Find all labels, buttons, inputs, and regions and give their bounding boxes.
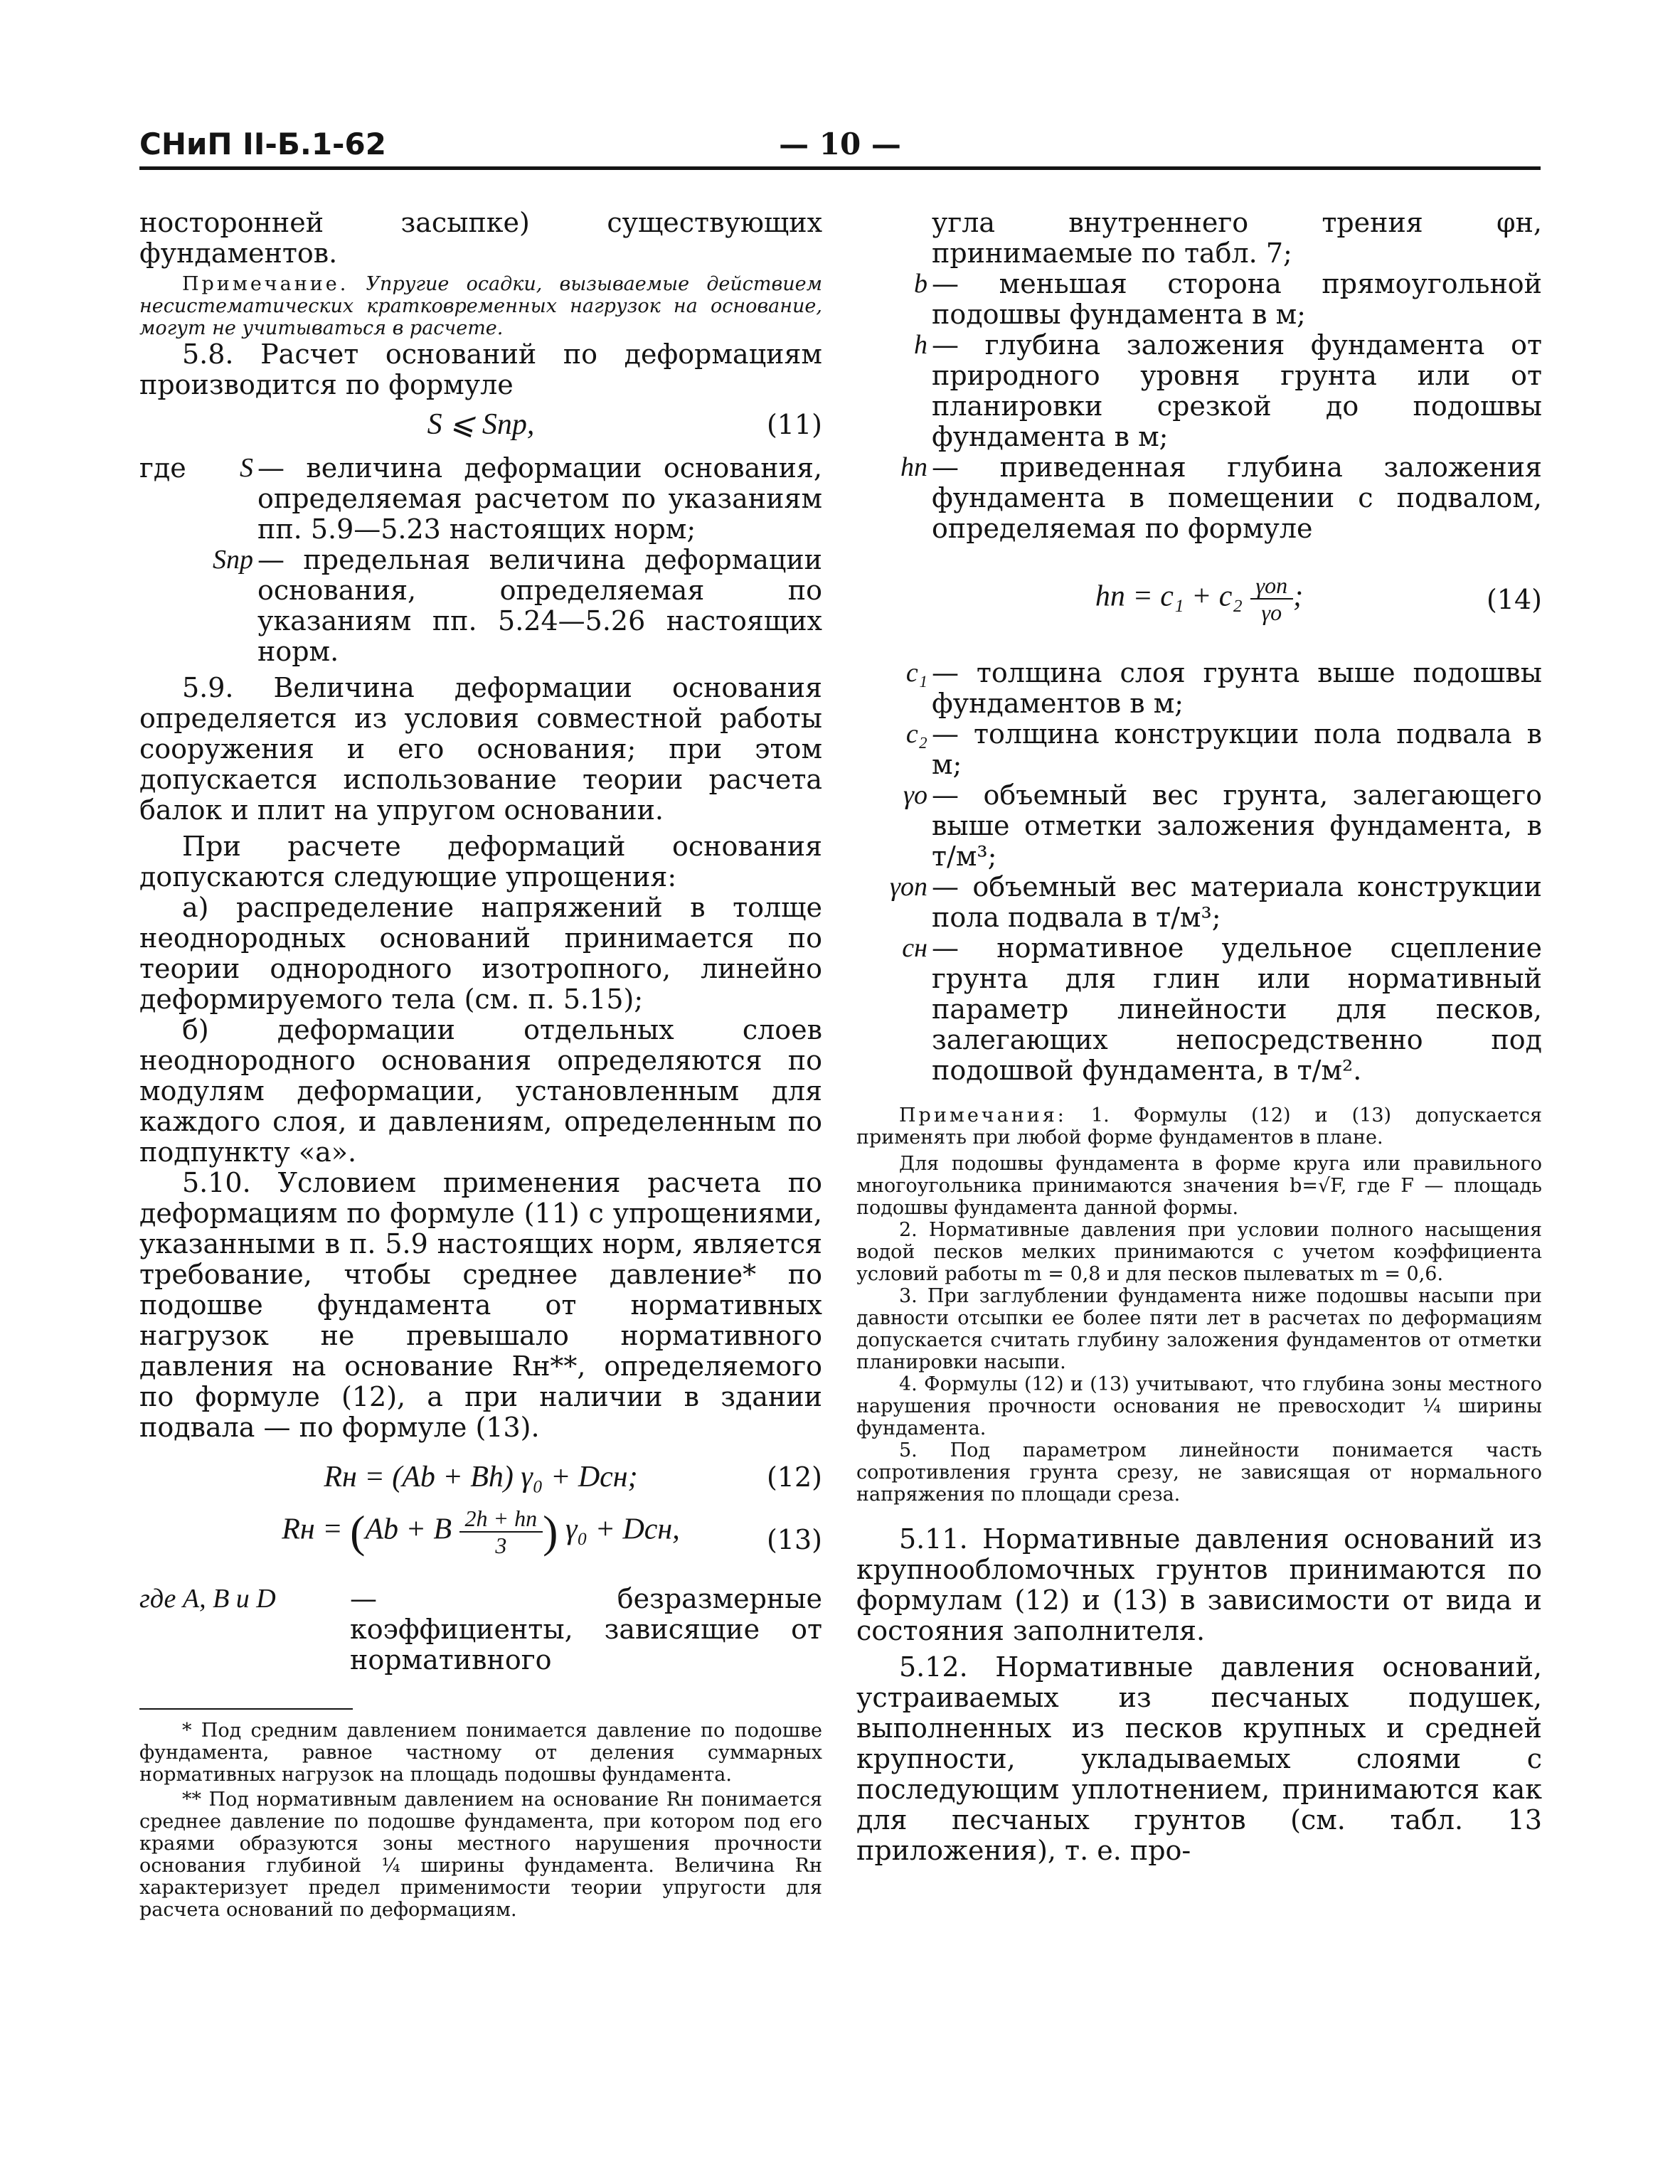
item-b: б) деформации отдельных слоев неоднородного основания определяются по модулям деформации, установленным для каждого слоя, и давлениям, определенным по подпункту «а». — [139, 1014, 822, 1168]
note-5: 5. Под параметром линейности понимается часть сопротивления грунта срезу, не зависящая от нормального напряжения по площади среза. — [856, 1439, 1542, 1506]
formula-13-number: (13) — [766, 1524, 822, 1555]
definition-Snp: — предельная величина деформации основания, определяемая по указаниям пп. 5.24—5.26 настоящих норм. — [257, 544, 822, 667]
fraction-numerator: 2h + hп — [459, 1506, 543, 1533]
footnote-1: * Под средним давлением понимается давление по подошве фундамента, равное частному от деления суммарных нормативных нагрузок на площадь подошвы фундамента. — [139, 1720, 822, 1786]
definition-cn: — нормативное удельное сцепление грунта для глин или нормативный параметр линейности для песков, залегающих непосредственно под подошвой фундамента, в т/м². — [932, 932, 1542, 1086]
symbol-cn: cн — [902, 933, 927, 963]
symbol-Snp: Sпр — [213, 545, 253, 575]
definition-row — [856, 452, 1542, 544]
footnote-rule — [139, 1708, 353, 1710]
right-column — [856, 208, 1542, 1866]
note-label: Примечание. — [182, 273, 349, 295]
formula-13-rhs: γ₀ + Dcн, — [565, 1513, 680, 1546]
definition-row — [856, 872, 1542, 933]
symbol-c1: c₁ — [905, 658, 927, 688]
symbol-ABD: где A, B и D — [139, 1584, 276, 1614]
footnote-2: ** Под нормативным давлением на основание Rн понимается среднее давление по подошве фундамента, при котором под его краями образуются зоны местного нарушения прочности основания глубиной ¼ ширины фундамента. Величина Rн характеризует предел применимости теории упругости для расчета оснований по деформациям. — [139, 1789, 822, 1921]
simplifications-intro: При расчете деформаций основания допускаются следующие упрощения: — [139, 831, 822, 893]
fraction-numerator: γоп — [1250, 572, 1294, 600]
note-4: 4. Формулы (12) и (13) учитывают, что глубина зоны местного нарушения прочности основания не превосходит ¼ ширины фундамента. — [856, 1373, 1542, 1439]
note-3: 3. При заглублении фундамента ниже подошвы насыпи при давности отсыпки ее более пяти лет в расчетах по деформациям допускается считать глубину заложения фундаментов от отметки планировки насыпи. — [856, 1285, 1542, 1373]
symbol-hn: hп — [900, 452, 927, 482]
formula-13-part: Ab + B — [365, 1513, 452, 1546]
note-1b: Для подошвы фундамента в форме круга или правильного многоугольника принимаются значения b=√F, где F — площадь подошвы фундамента данной формы. — [856, 1153, 1542, 1219]
fraction-denominator: 3 — [495, 1533, 507, 1558]
definitions-11 — [139, 453, 822, 667]
paragraph-5-10: 5.10. Условием применения расчета по деформациям по формуле (11) с упрощениями, указанными в п. 5.9 настоящих норм, является требование, чтобы среднее давление* по подошве фундамента от нормативных нагрузок не превышало нормативного давления на основание Rн**, определяемого по формуле (12), а при наличии в здании подвала — по формуле (13). — [139, 1167, 822, 1443]
definitions-14 — [856, 208, 1542, 544]
formula-12-body: Rн = (Ab + Bh) γ₀ + Dcн; — [324, 1461, 638, 1493]
notes-block — [856, 1104, 1542, 1506]
note-2: 2. Нормативные давления при условии полного насыщения водой песков мелких принимаются с учетом коэффициента условий работы m = 0,8 и для песков пылеватых m = 0,6. — [856, 1219, 1542, 1285]
document-code: СНиП II-Б.1-62 — [139, 127, 386, 161]
formula-14 — [856, 572, 1542, 629]
definition-row — [856, 330, 1542, 452]
definition-row — [139, 1584, 822, 1676]
definition-h: — глубина заложения фундамента от природного уровня грунта или от планировки срезкой до подошвы фундамента в м; — [932, 329, 1542, 452]
formula-14-lhs: hп = c₁ + c₂ — [1095, 580, 1243, 613]
formula-11-body: S ⩽ Sпр, — [427, 408, 535, 441]
note-1 — [856, 1104, 1542, 1149]
symbol-h: h — [914, 330, 927, 360]
definition-row — [856, 658, 1542, 719]
paragraph-5-11: 5.11. Нормативные давления оснований из крупнообломочных грунтов принимаются по формулам (12) и (13) в зависимости от вида и состояния заполнителя. — [856, 1523, 1542, 1646]
definition-row — [856, 269, 1542, 330]
symbol-b: b — [914, 269, 927, 299]
definitions-14-vars — [856, 658, 1542, 1086]
note-1-text: 1. Формулы (12) и (13) допускается применять при любой форме фундаментов в плане. — [856, 1104, 1542, 1149]
formula-13 — [139, 1506, 822, 1574]
definition-row — [139, 545, 822, 667]
where-label: где — [139, 452, 186, 484]
definition-ABD: — безразмерные коэффициенты, зависящие от нормативного — [350, 1583, 822, 1676]
definition-c1: — толщина слоя грунта выше подошвы фундаментов в м; — [932, 657, 1542, 719]
fraction-denominator: γо — [1261, 600, 1282, 625]
paragraph-5-8: 5.8. Расчет оснований по деформациям производится по формуле — [139, 339, 822, 400]
formula-12-number: (12) — [766, 1461, 822, 1493]
definition-row — [856, 719, 1542, 780]
definition-b: — меньшая сторона прямоугольной подошвы фундамента в м; — [932, 268, 1542, 330]
fraction — [459, 1506, 543, 1558]
definition-S: — величина деформации основания, определяемая расчетом по указаниям пп. 5.9—5.23 настоящих норм; — [257, 452, 822, 545]
definition-row — [856, 780, 1542, 872]
definition-gamma-op: — объемный вес материала конструкции пола подвала в т/м³; — [932, 871, 1542, 933]
definition-row — [856, 208, 1542, 269]
item-a: а) распределение напряжений в толще неоднородных оснований принимается по теории однородного изотропного, линейно деформируемого тела (см. п. 5.15); — [139, 892, 822, 1015]
definition-c2: — толщина конструкции пола подвала в м; — [932, 718, 1542, 780]
formula-11-number: (11) — [766, 409, 822, 440]
paren-open: ( — [350, 1506, 366, 1557]
paren-close: ) — [543, 1506, 558, 1557]
symbol-c2: c₂ — [905, 719, 927, 749]
page-number: — 10 — — [779, 127, 901, 161]
formula-13-lhs: Rн = — [282, 1513, 351, 1546]
definition-gamma0: — объемный вес грунта, залегающего выше отметки заложения фундамента, в т/м³; — [932, 779, 1542, 872]
continued-text: носторонней засыпке) существующих фундаментов. — [139, 207, 822, 269]
page-header — [139, 127, 1541, 169]
symbol-gamma0: γо — [903, 780, 927, 810]
definition-hn: — приведенная глубина заложения фундамента в помещении с подвалом, определяемая по формуле — [932, 452, 1542, 544]
paragraph-5-9: 5.9. Величина деформации основания определяется из условия совместной работы сооружения и его основания; при этом допускается использование теории расчета балок и плит на упругом основании. — [139, 672, 822, 826]
symbol-S: S — [240, 453, 253, 483]
note-text: Упругие осадки, вызываемые действием несистематических кратковременных нагрузок на основание, могут не учитываться в расчете. — [139, 273, 822, 339]
definition-row — [139, 453, 822, 545]
formula-12 — [139, 1457, 822, 1498]
header-rule — [139, 166, 1541, 170]
formula-14-end: ; — [1293, 580, 1304, 613]
symbol-gamma-op: γоп — [890, 872, 927, 902]
definitions-abd — [139, 1584, 822, 1676]
continued-definition: угла внутреннего трения φн, принимаемые по табл. 7; — [932, 207, 1542, 269]
definition-row — [856, 933, 1542, 1086]
formula-14-number: (14) — [1486, 584, 1542, 615]
fraction — [1250, 572, 1294, 625]
paragraph-5-12: 5.12. Нормативные давления оснований, устраиваемых из песчаных подушек, выполненных из песков крупных и средней крупности, укладываемых слоями с последующим уплотнением, принимаются как для песчаных грунтов (см. табл. 13 приложения), т. е. про- — [856, 1651, 1542, 1866]
left-column — [139, 208, 822, 1921]
notes-label: Примечания: — [899, 1104, 1067, 1126]
formula-11 — [139, 405, 822, 444]
note — [139, 273, 822, 339]
